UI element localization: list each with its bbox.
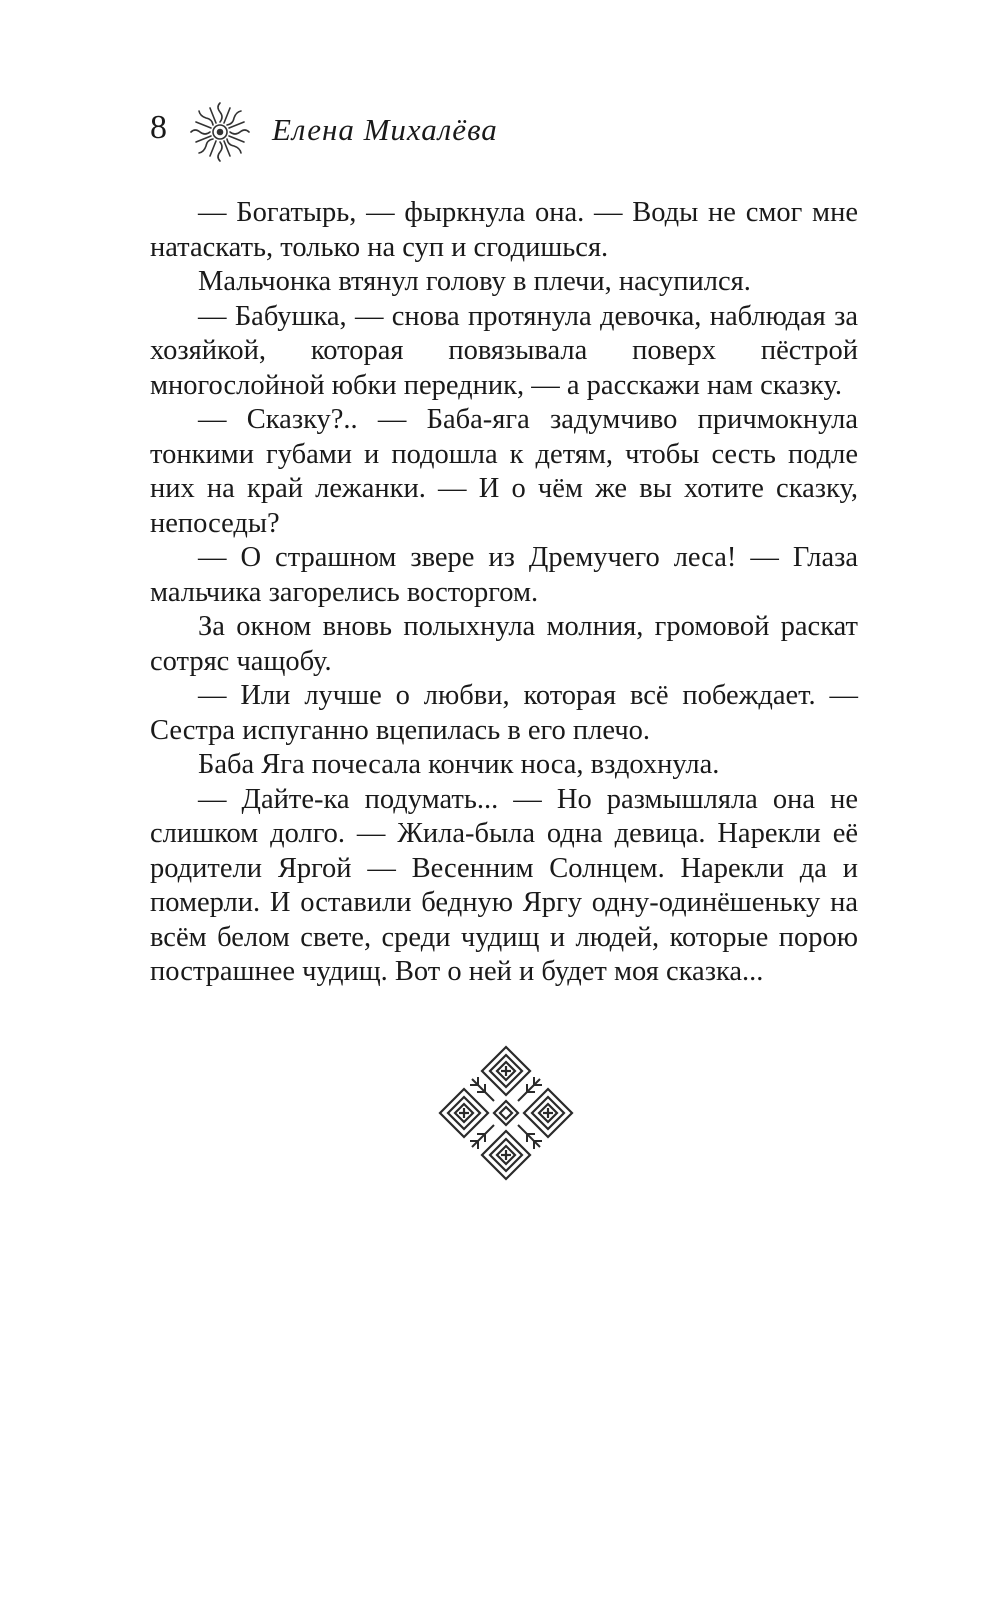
paragraph: Мальчонка втянул голову в плечи, насупился. — [198, 266, 751, 297]
paragraph: — О страшном звере из Дремучего леса! — Глаза мальчика загорелись восторгом. — [150, 542, 858, 608]
sun-ornament-icon — [188, 100, 252, 164]
paragraph: — Бабушка, — снова протянула девочка, наблюдая за хозяйкой, которая повязывала поверх пёстрой многослойной юбки передник, — а расскажи нам сказку. — [150, 300, 858, 401]
paragraph: — Сказку?.. — Баба-яга задумчиво причмокнула тонкими губами и подошла к детям, чтобы сесть подле них на край лежанки. — И о чём же вы хотите сказку, непоседы? — [150, 404, 858, 539]
paragraph: За окном вновь полыхнула молния, громовой раскат сотряс чащобу. — [150, 611, 858, 677]
paragraph: — Дайте-ка подумать... — Но размышляла она не слишком долго. — Жила-была одна девица. Нарекли её родители Яргой — Весенним Солнцем. Нарекли да и померли. И оставили бедную Яргу одну-одинёшеньку на всём белом свете, среди чудищ и людей, которые порою пострашнее чудищ. Вот о ней и будет моя сказка... — [150, 783, 858, 987]
story-text — [150, 196, 858, 990]
page-number: 8 — [150, 109, 167, 146]
paragraph: Баба Яга почесала кончик носа, вздохнула. — [198, 749, 720, 780]
paragraph: — Богатырь, — фыркнула она. — Воды не смог мне натаскать, только на суп и сгодишься. — [150, 197, 858, 263]
paragraph: — Или лучше о любви, которая всё побеждает. — Сестра испуганно вцепилась в его плечо. — [150, 680, 858, 746]
folk-diamond-ornament-icon — [436, 1043, 576, 1183]
running-header — [150, 106, 870, 166]
author-name: Елена Михалёва — [272, 112, 498, 147]
